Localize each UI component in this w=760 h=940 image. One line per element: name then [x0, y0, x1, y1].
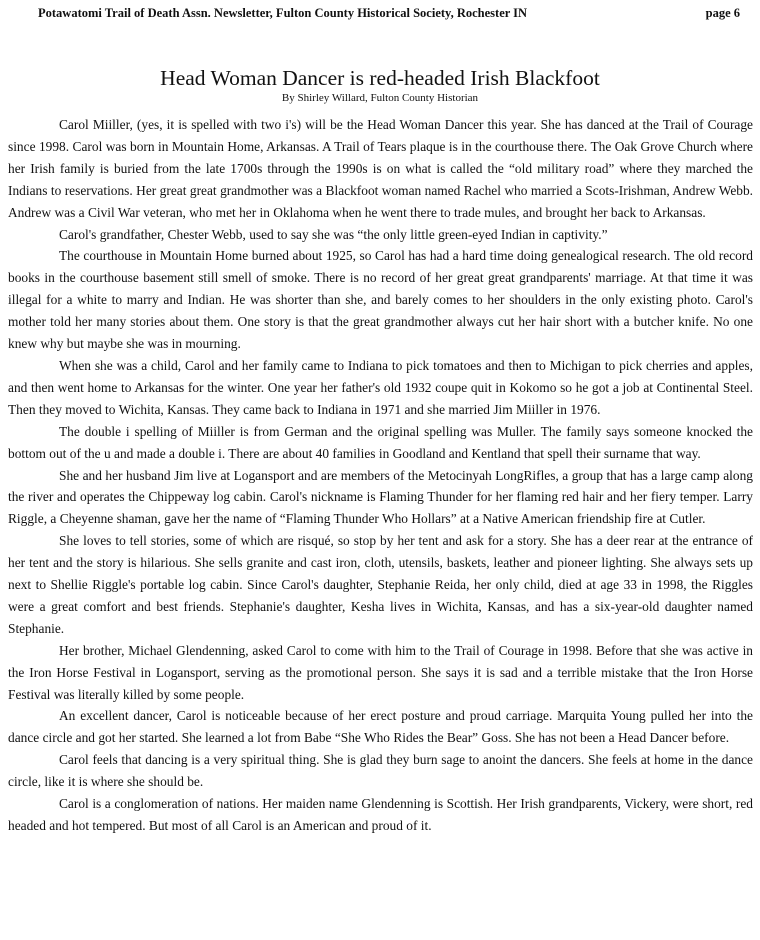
paragraph: She loves to tell stories, some of which are risqué, so stop by her tent and ask for a story. She has a deer rear at the entrance of her tent and the story is hilarious. She sells granite and cast iron, cloth, utensils, baskets, leather and pioneer lighting. She always sets up next to Shellie Riggle's portable log cabin. Since Carol's daughter, Stephanie Reida, her only child, died at age 33 in 1998, the Riggles were a great comfort and best friends. Stephanie's daughter, Kesha lives in Wichita, Kansas, and has a six-year-old daughter named Stephanie.: [8, 533, 753, 636]
page-number: page 6: [705, 6, 740, 20]
paragraph: Carol's grandfather, Chester Webb, used to say she was “the only little green-eyed Indian in captivity.”: [59, 226, 608, 242]
newsletter-masthead: Potawatomi Trail of Death Assn. Newsletter, Fulton County Historical Society, Rochester IN: [38, 6, 528, 20]
paragraph: The courthouse in Mountain Home burned about 1925, so Carol has had a hard time doing genealogical research. The old record books in the courthouse basement still smell of smoke. There is no record of her great great grandparents' marriage. At that time it was illegal for a white to marry and Indian. He was shorter than she, and barely comes to her shoulders in the only existing photo. Carol's mother told her many stories about them. One story is that the great grandmother always cut her hair short with a butcher knife. No one knew why but maybe she was in mourning.: [8, 248, 753, 352]
paragraph: Carol Miiller, (yes, it is spelled with two i's) will be the Head Woman Dancer this year. She has danced at the Trail of Courage since 1998. Carol was born in Mountain Home, Arkansas. A Trail of Tears plaque is in the courthouse there. The Oak Grove Church where her Irish family is buried from the late 1700s through the 1990s is on what is called the “old military road” where they marched the Indians to reservations. Her great great grandmother was a Blackfoot woman named Rachel who married a Scots-Irishman, Andrew Webb. Andrew was a Civil War veteran, who met her in Oklahoma when he went there to trade mules, and brought her back to Arkansas.: [8, 117, 753, 220]
article-body: [8, 114, 753, 837]
article-byline: By Shirley Willard, Fulton County Historian: [281, 92, 479, 104]
paragraph: Carol is a conglomeration of nations. Her maiden name Glendenning is Scottish. Her Irish grandparents, Vickery, were short, red headed and hot tempered. But most of all Carol is an American and proud of it.: [8, 796, 753, 833]
page-header: [38, 6, 740, 24]
paragraph: Her brother, Michael Glendenning, asked Carol to come with him to the Trail of Courage in 1998. Before that she was active in the Iron Horse Festival in Logansport, serving as the promotional person. She says it is sad and a terrible mistake that the Iron Horse Festival was literally killed by some people.: [8, 642, 753, 702]
article-title: Head Woman Dancer is red-headed Irish Blackfoot: [160, 66, 600, 91]
paragraph: When she was a child, Carol and her family came to Indiana to pick tomatoes and then to Michigan to pick cherries and apples, and then went home to Arkansas for the winter. One year her father's old 1932 coupe quit in Kokomo so he got a job at Continental Steel. Then they moved to Wichita, Kansas. They came back to Indiana in 1971 and she married Jim Miiller in 1976.: [8, 357, 753, 417]
paragraph: An excellent dancer, Carol is noticeable because of her erect posture and proud carriage. Marquita Young pulled her into the dance circle and got her started. She learned a lot from Babe “She Who Rides the Bear” Goss. She has not been a Head Dancer before.: [8, 708, 753, 746]
paragraph: She and her husband Jim live at Logansport and are members of the Metocinyah LongRifles, a group that has a large camp along the river and operates the Chippeway log cabin. Carol's nickname is Flaming Thunder for her flaming red hair and her fiery temper. Larry Riggle, a Cheyenne shaman, gave her the name of “Flaming Thunder Who Hollars” at a Native American friendship fire at Cutler.: [8, 467, 753, 527]
paragraph: The double i spelling of Miiller is from German and the original spelling was Muller. The family says someone knocked the bottom out of the u and made a double i. There are about 40 families in Goodland and Kentland that spell their surname that way.: [8, 423, 753, 461]
paragraph: Carol feels that dancing is a very spiritual thing. She is glad they burn sage to anoint the dancers. She feels at home in the dance circle, like it is where she should be.: [8, 752, 753, 790]
